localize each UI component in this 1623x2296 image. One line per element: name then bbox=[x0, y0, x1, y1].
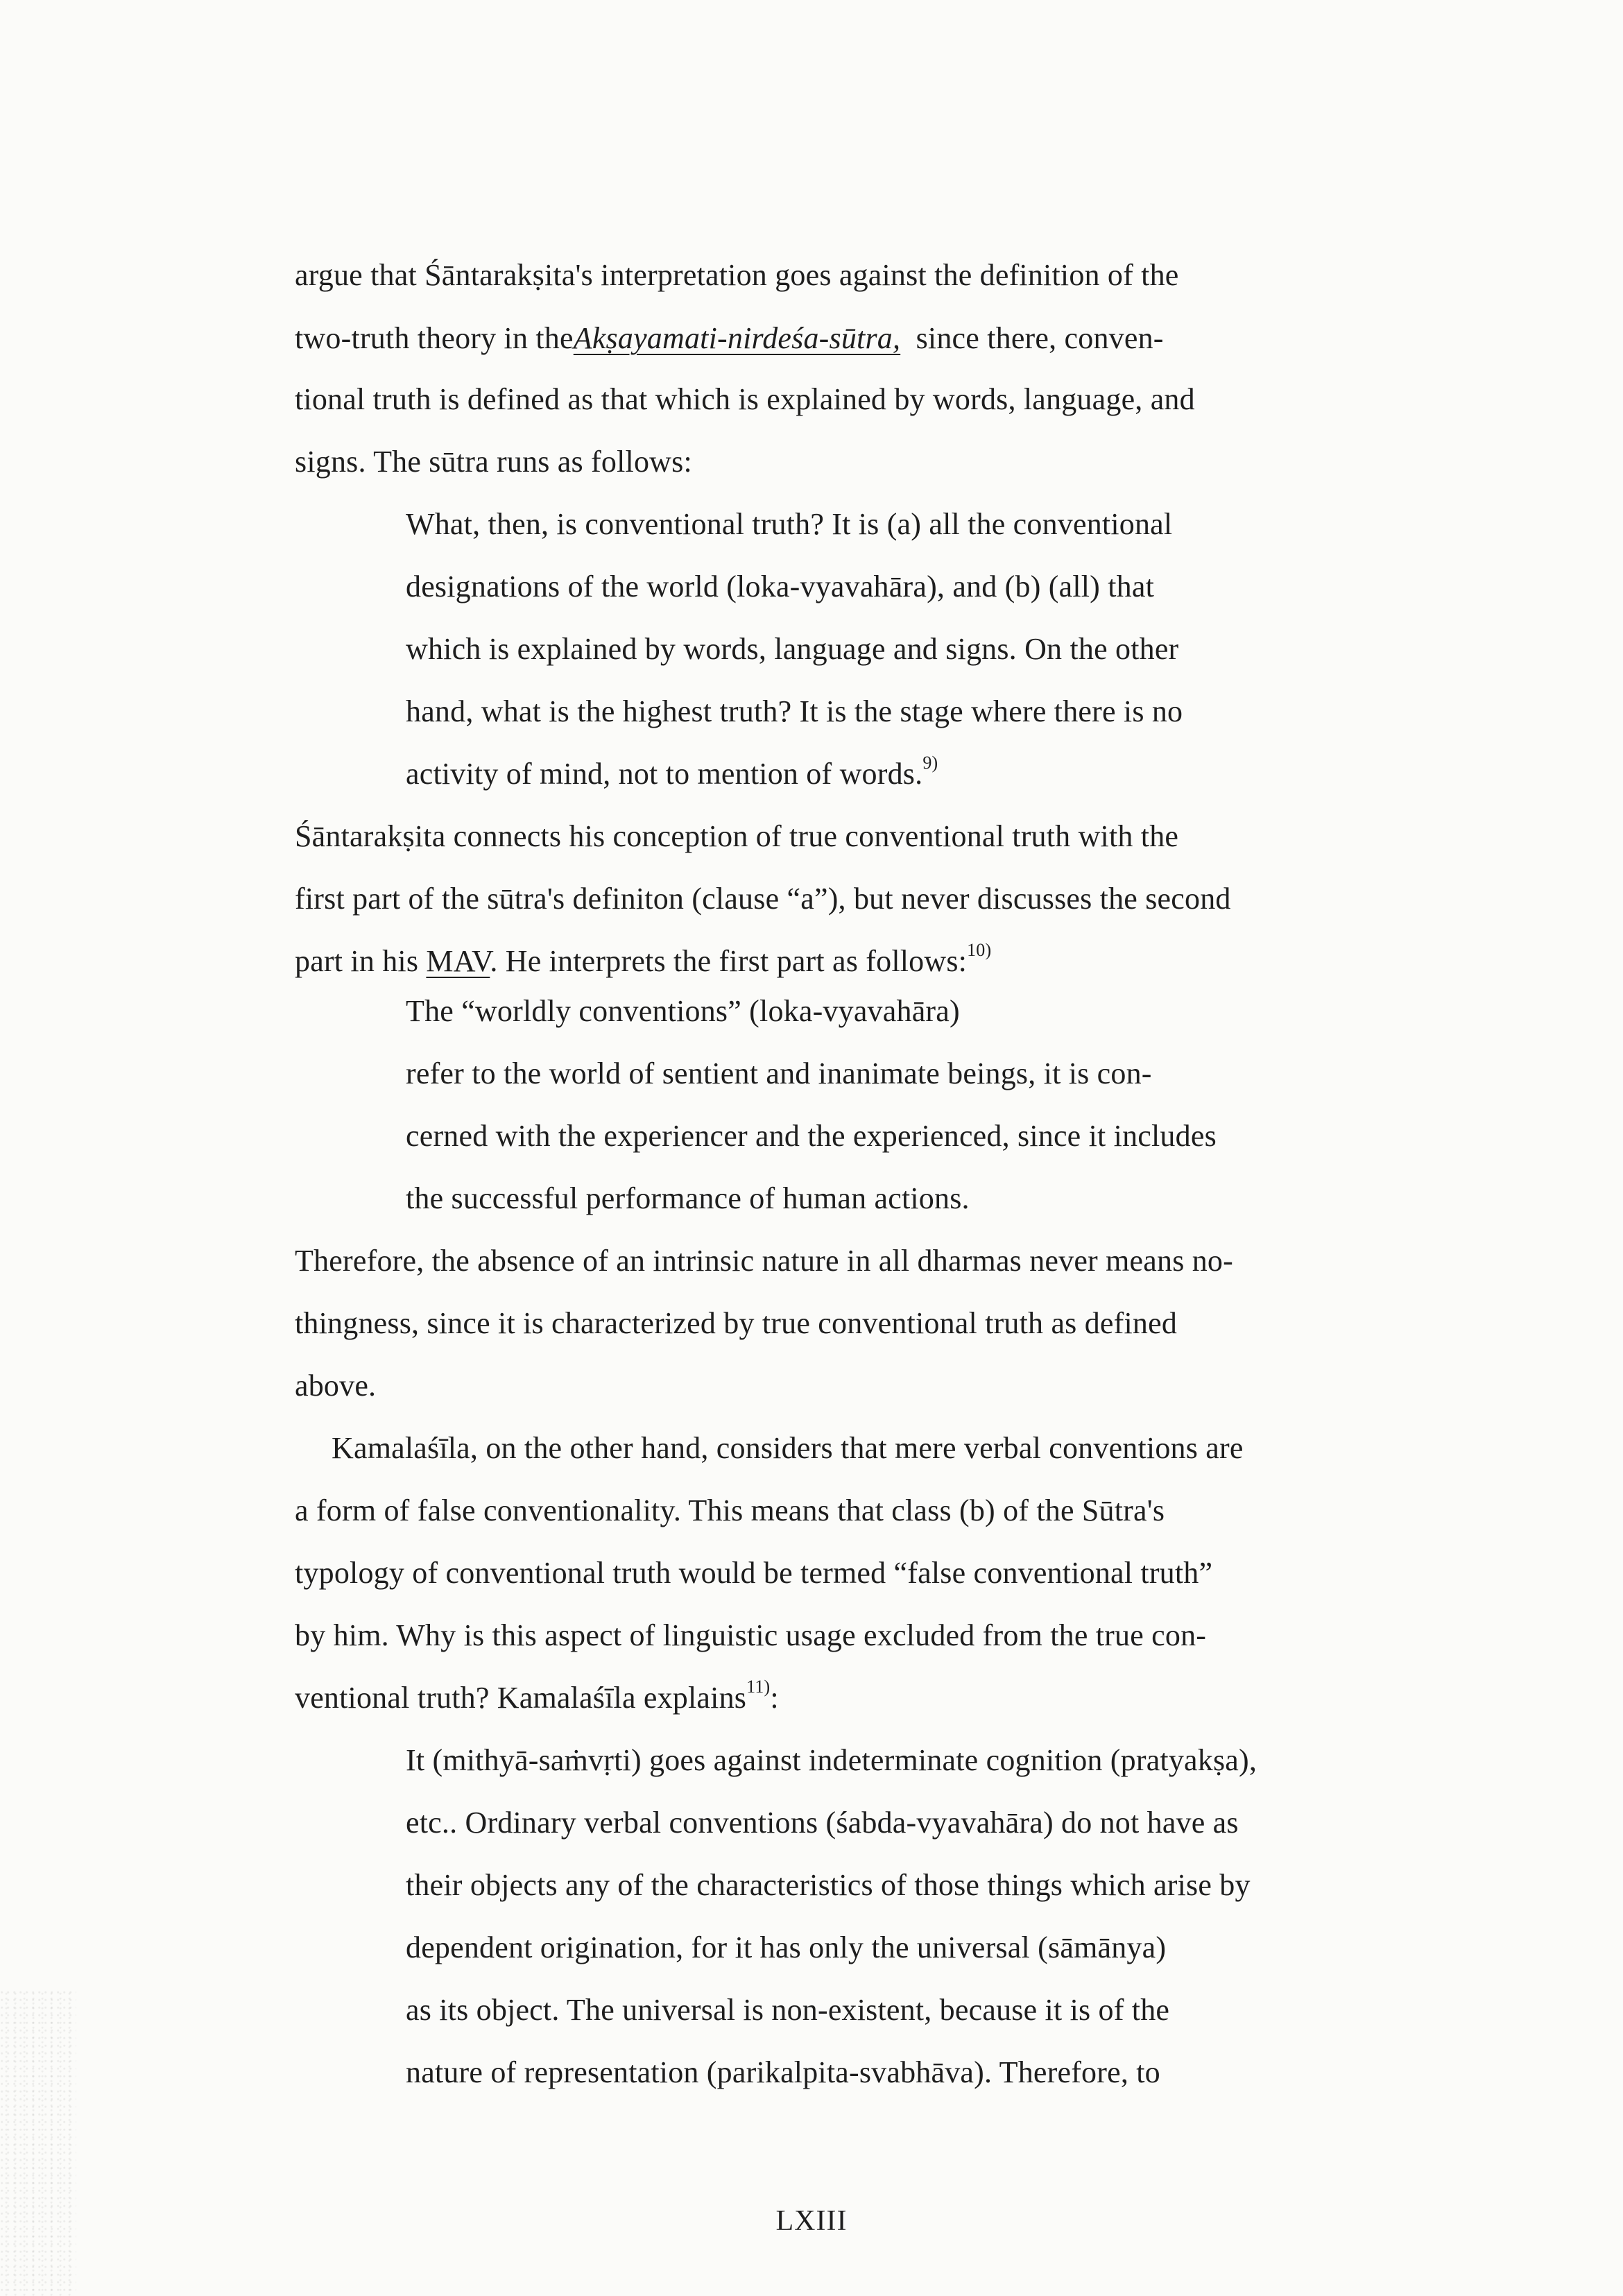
body-line: Śāntarakṣita connects his conception of true conventional truth with the bbox=[295, 819, 1179, 853]
quote-line-text: activity of mind, not to mention of words. bbox=[406, 757, 923, 791]
quote-line: dependent origination, for it has only the universal (sāmānya) bbox=[406, 1930, 1167, 1964]
quote-line: nature of representation (parikalpita-svabhāva). Therefore, to bbox=[406, 2055, 1160, 2089]
quote-line: their objects any of the characteristics of those things which arise by bbox=[406, 1868, 1251, 1902]
body-line: typology of conventional truth would be termed “false conventional truth” bbox=[295, 1556, 1213, 1590]
quote-line: hand, what is the highest truth? It is the stage where there is no bbox=[406, 694, 1183, 728]
footnote-ref: 9) bbox=[922, 753, 938, 773]
body-line: first part of the sūtra's definiton (clause “a”), but never discusses the second bbox=[295, 882, 1231, 916]
body-line: by him. Why is this aspect of linguistic usage excluded from the true con- bbox=[295, 1618, 1207, 1652]
body-line-text: : bbox=[770, 1681, 779, 1715]
quote-line: etc.. Ordinary verbal conventions (śabda-vyavahāra) do not have as bbox=[406, 1806, 1239, 1840]
body-line-text: since there, conven- bbox=[916, 321, 1164, 355]
body-line: Therefore, the absence of an intrinsic nature in all dharmas never means no- bbox=[295, 1244, 1233, 1278]
body-line: argue that Śāntarakṣita's interpretation goes against the definition of the bbox=[295, 258, 1179, 292]
quote-line: It (mithyā-saṁvṛti) goes against indeterminate cognition (pratyakṣa), bbox=[406, 1743, 1257, 1777]
page-number: LXIII bbox=[775, 2205, 848, 2237]
work-abbrev: MAV bbox=[426, 944, 490, 978]
body-line bbox=[295, 1677, 779, 1719]
body-line: a form of false conventionality. This means that class (b) of the Sūtra's bbox=[295, 1493, 1165, 1527]
footnote-ref: 10) bbox=[967, 940, 992, 961]
body-line bbox=[295, 318, 1164, 359]
body-line-text: . He interprets the first part as follows: bbox=[490, 944, 968, 978]
quote-line: cerned with the experiencer and the experienced, since it includes bbox=[406, 1119, 1217, 1153]
body-line: tional truth is defined as that which is explained by words, language, and bbox=[295, 382, 1195, 416]
footnote-ref: 11) bbox=[746, 1677, 771, 1697]
quote-line: designations of the world (loka-vyavahāra), and (b) (all) that bbox=[406, 569, 1155, 603]
body-line-text: part in his bbox=[295, 944, 419, 978]
quote-line: What, then, is conventional truth? It is (a) all the conventional bbox=[406, 507, 1173, 541]
body-line bbox=[295, 941, 991, 982]
quote-line: refer to the world of sentient and inanimate beings, it is con- bbox=[406, 1056, 1152, 1090]
quote-line: which is explained by words, language and signs. On the other bbox=[406, 632, 1179, 666]
scan-edge-speckle bbox=[0, 1991, 76, 2296]
body-line: above. bbox=[295, 1369, 377, 1403]
sutra-title: Akṣayamati-nirdeśa-sūtra, bbox=[573, 321, 901, 355]
quote-line: The “worldly conventions” (loka-vyavahāra) bbox=[406, 994, 960, 1028]
body-line: thingness, since it is characterized by true conventional truth as defined bbox=[295, 1306, 1178, 1340]
quote-line: the successful performance of human actions. bbox=[406, 1181, 970, 1215]
body-line: Kamalaśīla, on the other hand, considers that mere verbal conventions are bbox=[332, 1431, 1244, 1465]
quote-line: as its object. The universal is non-existent, because it is of the bbox=[406, 1993, 1170, 2027]
body-line: signs. The sūtra runs as follows: bbox=[295, 445, 692, 479]
quote-line bbox=[406, 753, 938, 795]
body-line-text: two-truth theory in the bbox=[295, 321, 574, 355]
body-line-text: ventional truth? Kamalaśīla explains bbox=[295, 1681, 747, 1715]
